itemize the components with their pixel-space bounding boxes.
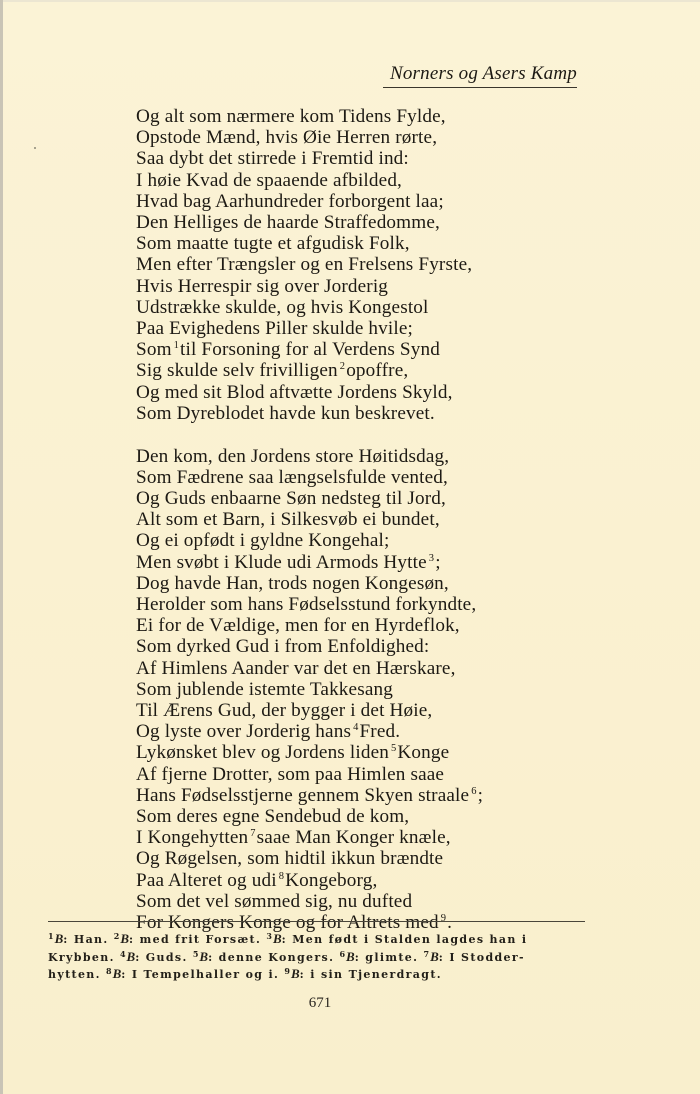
footnote-source-label: B [120, 931, 130, 946]
verse-line: Som Fædrene saa længselsfulde vented, [136, 466, 448, 488]
verse-line: Til Ærens Gud, der bygger i det Høie, [136, 699, 433, 721]
verse-line: Men efter Trængsler og en Frelsens Fyrste, [136, 254, 473, 276]
footnote-reference: 1 [173, 340, 180, 352]
footnote-text: : I Stodder- [438, 950, 525, 964]
poem-body [136, 106, 606, 933]
verse-line: Hvis Herrespir sig over Jorderig [136, 275, 389, 297]
verse-line: Som dyrked Gud i from Enfoldighed: [136, 636, 430, 658]
footnote [192, 948, 340, 964]
verse-line [136, 552, 606, 573]
running-head: Norners og Asers Kamp [389, 63, 577, 84]
verse-text: For Kongers Konge og for Altrets med [136, 912, 439, 934]
verse-line: Ei for de Vældige, men for en Hyrdeflok, [136, 615, 460, 637]
footnote-number: 4 [119, 948, 126, 959]
footnote-reference: 4 [353, 722, 359, 734]
footnote-number: 9 [284, 966, 290, 976]
verse-text: Paa Alteret og udi [136, 869, 277, 891]
verse-line: Hvad bag Aarhundreder forborgent laa; [136, 190, 444, 212]
verse-text: opoffre, [346, 360, 409, 382]
footnote-number: 1 [48, 931, 54, 941]
footnote-text: : Guds. [135, 950, 193, 964]
footnote-source-label: B [112, 966, 122, 981]
verse-text: Sig skulde selv frivilligen [136, 360, 338, 382]
verse-line: Som deres egne Sendebud de kom, [136, 806, 410, 827]
verse-line: Som det vel sømmed sig, nu dufted [136, 890, 413, 912]
footnote-text: : Han. [63, 933, 114, 946]
verse-line: Saa dybt det stirrede i Fremtid ind: [136, 148, 409, 170]
footnote-reference: 7 [250, 828, 256, 840]
footnote-separator [48, 921, 585, 922]
verse-text: ; [435, 551, 441, 573]
verse-line: Som jublende istemte Takkesang [136, 678, 393, 700]
stanza [136, 106, 606, 424]
footnote-text: : glimte. [354, 950, 424, 964]
footnote-text: : Men født i Stalden lagdes han i [281, 933, 528, 946]
footnote-reference: 6 [471, 785, 477, 797]
footnotes [48, 931, 585, 984]
footnote [119, 948, 193, 964]
footnote-number: 7 [423, 948, 430, 959]
verse-line [136, 721, 606, 742]
footnote-number: 6 [339, 948, 346, 959]
footnote-reference: 2 [339, 361, 346, 373]
verse-text: ; [477, 784, 484, 806]
footnote-source-label: B [291, 966, 300, 981]
footnote-number: 2 [113, 931, 120, 941]
verse-line [136, 742, 606, 763]
verse-line: Den kom, den Jordens store Høitidsdag, [136, 445, 450, 467]
verse-line [136, 339, 606, 360]
footnote-source-label: B [272, 931, 282, 946]
verse-text: Lykønsket blev og Jordens liden [136, 742, 389, 764]
verse-line [136, 360, 606, 381]
footnote-line [48, 966, 585, 984]
footnote-number: 8 [106, 966, 112, 976]
footnote-continuation: hytten. [48, 968, 107, 981]
footnote-text: : I Tempelhaller og i. [121, 968, 285, 981]
footnote-line [48, 931, 585, 949]
verse-line: Af fjerne Drotter, som paa Himlen saae [136, 763, 445, 785]
verse-text: Konge [397, 742, 450, 764]
running-head-rule [383, 87, 577, 88]
stanza [136, 446, 606, 934]
verse-line [136, 785, 606, 806]
verse-line [136, 870, 606, 891]
verse-text: . [447, 912, 453, 934]
verse-line: Og med sit Blod aftvætte Jordens Skyld, [136, 381, 453, 403]
footnote-reference: 5 [391, 743, 397, 755]
page-number: 671 [308, 995, 332, 1011]
verse-line: Og alt som nærmere kom Tidens Fylde, [136, 106, 446, 127]
footnote-reference: 3 [428, 552, 435, 564]
footnote [339, 948, 424, 964]
verse-line: Og Røgelsen, som hidtil ikkun brændte [136, 848, 444, 870]
verse-text: saae Man Konger knæle, [256, 827, 451, 849]
verse-line: Udstrække skulde, og hvis Kongestol [136, 296, 429, 318]
verse-line: Paa Evighedens Piller skulde hvile; [136, 318, 414, 340]
verse-text: Kongeborg, [285, 869, 378, 891]
footnote-continuation: Krybben. [48, 950, 120, 964]
footnote-source-label: B [199, 948, 209, 964]
footnote [284, 968, 442, 981]
footnote-source-label: B [126, 948, 136, 964]
footnote [423, 948, 525, 964]
verse-text: til Forsoning for al Verdens Synd [180, 339, 440, 361]
verse-line: Dog havde Han, trods nogen Kongesøn, [136, 572, 449, 594]
footnote [114, 933, 267, 946]
verse-text: Som [136, 339, 172, 361]
footnote-text: : med frit Forsæt. [129, 933, 267, 946]
verse-line [136, 827, 606, 848]
footnote-number: 5 [192, 948, 199, 959]
footnote-line [48, 949, 585, 967]
footnote-source-label: B [430, 948, 439, 964]
footnote [106, 968, 284, 981]
footnote-number: 3 [266, 931, 272, 941]
verse-text: Hans Fødselsstjerne gennem Skyen straale [136, 784, 470, 806]
verse-line: I høie Kvad de spaaende afbilded, [136, 169, 403, 191]
verse-text: Men svøbt i Klude udi Armods Hytte [136, 551, 427, 573]
footnote-text: : denne Kongers. [208, 950, 340, 964]
footnote [266, 933, 527, 946]
verse-line: Opstode Mænd, hvis Øie Herren rørte, [136, 127, 438, 149]
verse-line: Og Guds enbaarne Søn nedsteg til Jord, [136, 487, 446, 509]
verse-line: Den Helliges de haarde Straffedomme, [136, 212, 440, 234]
footnote-reference: 9 [440, 913, 447, 925]
verse-line: Som maatte tugte et afgudisk Folk, [136, 233, 410, 255]
verse-line: Herolder som hans Fødselsstund forkyndte, [136, 593, 477, 615]
verse-line: Og ei opfødt i gyldne Kongehal; [136, 530, 390, 552]
verse-line: Af Himlens Aander var det en Hærskare, [136, 657, 456, 679]
verse-text: I Kongehytten [136, 827, 249, 849]
footnote-source-label: B [54, 931, 64, 946]
footnote-reference: 8 [278, 870, 285, 882]
verse-line: Alt som et Barn, i Silkesvøb ei bundet, [136, 509, 440, 531]
verse-text: Fred. [359, 721, 401, 743]
footnote-text: : i sin Tjenerdragt. [299, 968, 442, 981]
footnote-source-label: B [346, 948, 355, 964]
paper-speck [34, 147, 36, 149]
footnote [48, 933, 114, 946]
verse-line: Som Dyreblodet havde kun beskrevet. [136, 402, 435, 424]
verse-text: Og lyste over Jorderig hans [136, 721, 352, 743]
